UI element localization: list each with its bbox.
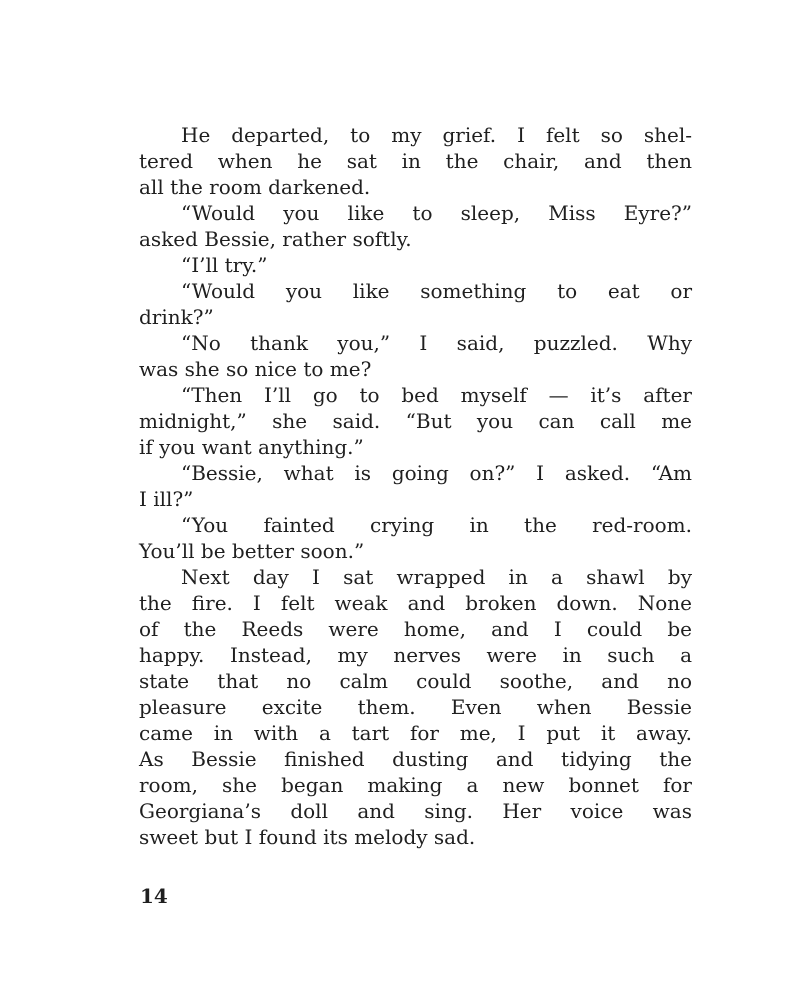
text-line: of the Reeds were home, and I could be bbox=[139, 617, 692, 641]
text-line: “No thank you,” I said, puzzled. Why bbox=[181, 331, 692, 355]
text-line: Georgiana’s doll and sing. Her voice was bbox=[139, 799, 692, 823]
text-line: if you want anything.” bbox=[139, 435, 364, 459]
text-line: room, she began making a new bonnet for bbox=[139, 773, 692, 797]
text-line: pleasure excite them. Even when Bessie bbox=[139, 695, 692, 719]
page-number: 14 bbox=[140, 884, 168, 908]
body-text bbox=[139, 122, 692, 850]
text-line: sweet but I found its melody sad. bbox=[139, 825, 476, 849]
text-line: tered when he sat in the chair, and then bbox=[139, 149, 692, 173]
text-line: He departed, to my grief. I felt so shel- bbox=[181, 123, 692, 147]
text-line: I ill?” bbox=[139, 487, 194, 511]
text-line: state that no calm could soothe, and no bbox=[139, 669, 692, 693]
text-line: “Then I’ll go to bed myself — it’s after bbox=[181, 383, 692, 407]
text-line: came in with a tart for me, I put it away. bbox=[139, 721, 692, 745]
text-line: asked Bessie, rather softly. bbox=[139, 227, 412, 251]
text-line: happy. Instead, my nerves were in such a bbox=[139, 643, 692, 667]
text-line: “Bessie, what is going on?” I asked. “Am bbox=[181, 461, 692, 485]
text-line: the fire. I felt weak and broken down. None bbox=[139, 591, 692, 615]
text-line: drink?” bbox=[139, 305, 214, 329]
text-line: As Bessie finished dusting and tidying the bbox=[139, 747, 692, 771]
text-line: “Would you like something to eat or bbox=[181, 279, 692, 303]
text-line: “Would you like to sleep, Miss Eyre?” bbox=[181, 201, 692, 225]
text-line: all the room darkened. bbox=[139, 175, 371, 199]
text-line: “You fainted crying in the red-room. bbox=[181, 513, 692, 537]
text-line: You’ll be better soon.” bbox=[139, 539, 365, 563]
text-line: Next day I sat wrapped in a shawl by bbox=[181, 565, 692, 589]
text-line: was she so nice to me? bbox=[139, 357, 372, 381]
text-line: “I’ll try.” bbox=[181, 253, 268, 277]
text-line: midnight,” she said. “But you can call me bbox=[139, 409, 692, 433]
